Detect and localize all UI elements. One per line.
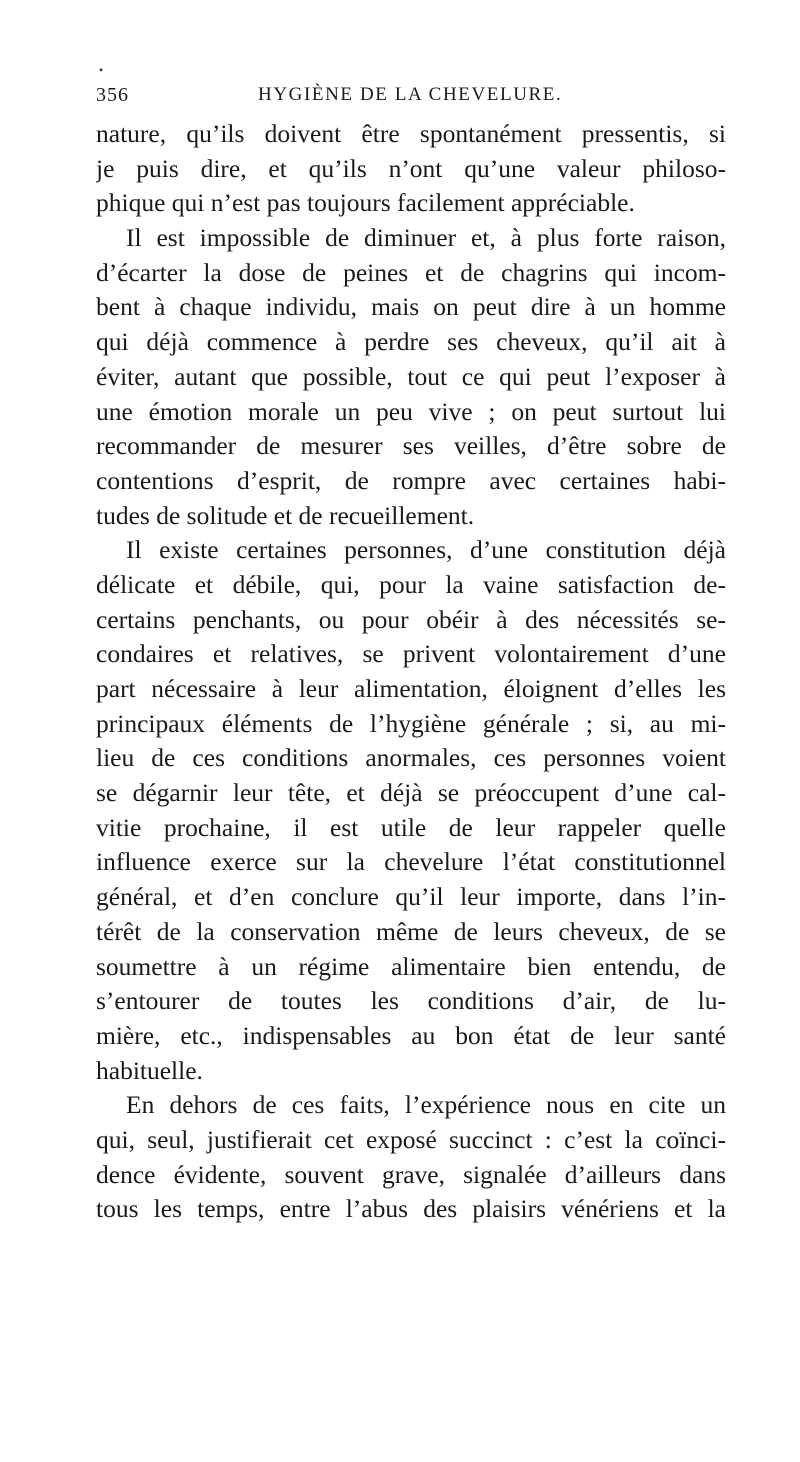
page-number: 356 bbox=[96, 84, 129, 106]
text-line: s’entourer de toutes les conditions d’air, de lu- bbox=[96, 986, 726, 1016]
text-line: tous les temps, entre l’abus des plaisirs vénériens et la bbox=[96, 1194, 726, 1224]
text-line: d’écarter la dose de peines et de chagrins qui incom- bbox=[96, 257, 726, 287]
text-line: mière, etc., indispensables au bon état de leur santé bbox=[96, 1020, 726, 1050]
text-line: lieu de ces conditions anormales, ces personnes voient bbox=[96, 743, 726, 773]
text-line: dence évidente, souvent grave, signalée d’ailleurs dans bbox=[96, 1159, 726, 1189]
text-line: se dégarnir leur tête, et déjà se préoccupent d’une cal- bbox=[96, 778, 726, 808]
text-line: je puis dire, et qu’ils n’ont qu’une valeur philoso- bbox=[96, 153, 726, 183]
text-line: En dehors de ces faits, l’expérience nous en cite un bbox=[126, 1090, 726, 1120]
running-header bbox=[96, 80, 726, 110]
text-line: qui, seul, justifierait cet exposé succinct : c’est la coïnci- bbox=[96, 1124, 726, 1154]
text-line: nature, qu’ils doivent être spontanément pressentis, si bbox=[96, 119, 726, 148]
text-line: certains penchants, ou pour obéir à des nécessités se- bbox=[96, 604, 726, 634]
text-line: vitie prochaine, il est utile de leur rappeler quelle bbox=[96, 812, 726, 842]
text-line: recommander de mesurer ses veilles, d’être sobre de bbox=[96, 431, 726, 461]
text-line: général, et d’en conclure qu’il leur importe, dans l’in- bbox=[96, 882, 726, 912]
running-title: HYGIÈNE DE LA CHEVELURE. bbox=[258, 84, 563, 105]
printer-mark: • bbox=[99, 63, 104, 77]
text-line: principaux éléments de l’hygiène générale ; si, au mi- bbox=[96, 708, 726, 738]
text-line: tudes de solitude et de recueillement. bbox=[96, 500, 475, 530]
text-line: influence exerce sur la chevelure l’état constitutionnel bbox=[96, 847, 726, 877]
text-line: phique qui n’est pas toujours facilement appréciable. bbox=[96, 188, 635, 218]
text-line: éviter, autant que possible, tout ce qui peut l’exposer à bbox=[96, 361, 726, 391]
text-line: soumettre à un régime alimentaire bien entendu, de bbox=[96, 951, 726, 981]
text-line: Il existe certaines personnes, d’une constitution déjà bbox=[126, 535, 726, 565]
text-line: contentions d’esprit, de rompre avec certaines habi- bbox=[96, 465, 726, 495]
text-line: bent à chaque individu, mais on peut dire à un homme bbox=[96, 292, 726, 322]
text-line: Il est impossible de diminuer et, à plus forte raison, bbox=[126, 223, 726, 253]
text-line: qui déjà commence à perdre ses cheveux, qu’il ait à bbox=[96, 327, 726, 357]
body-text bbox=[96, 117, 726, 1227]
text-line: habituelle. bbox=[96, 1055, 203, 1085]
text-line: une émotion morale un peu vive ; on peut surtout lui bbox=[96, 396, 726, 426]
text-line: térêt de la conservation même de leurs cheveux, de se bbox=[96, 916, 726, 946]
text-line: part nécessaire à leur alimentation, éloignent d’elles les bbox=[96, 674, 726, 703]
text-line: délicate et débile, qui, pour la vaine satisfaction de- bbox=[96, 569, 726, 599]
text-line: condaires et relatives, se privent volontairement d’une bbox=[96, 639, 726, 669]
